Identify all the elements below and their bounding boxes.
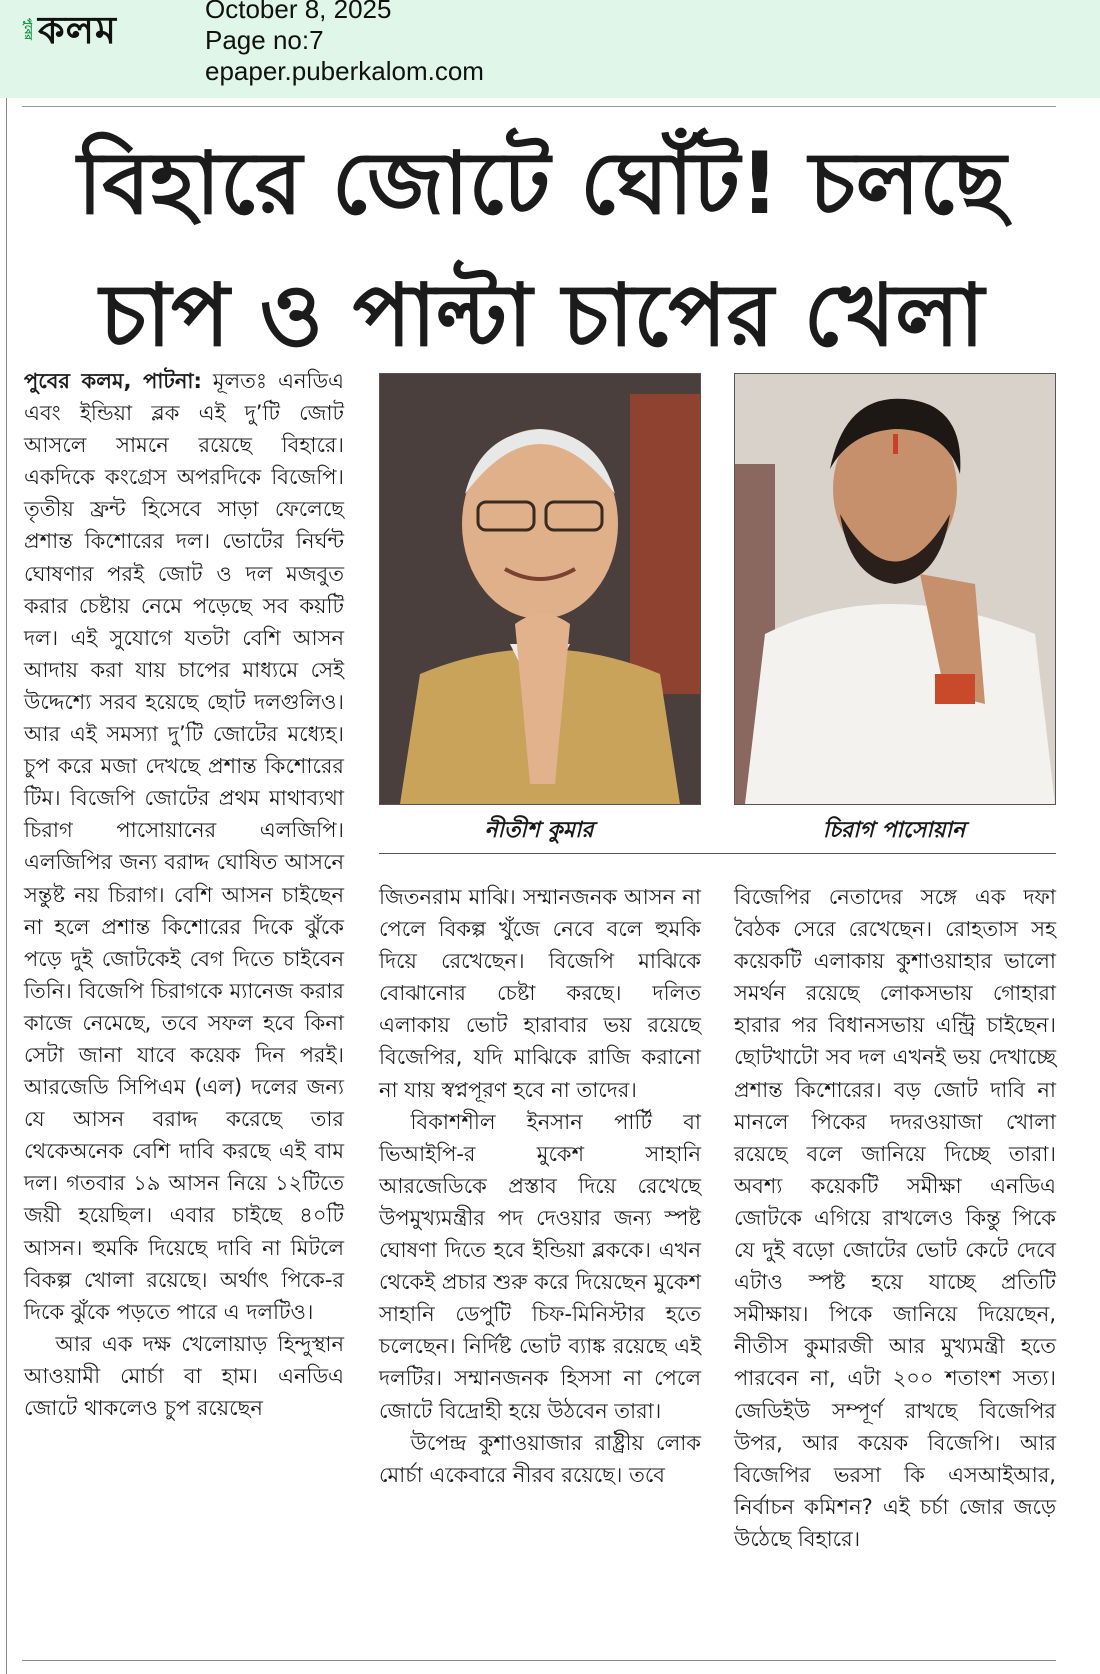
article-headline <box>22 118 1062 382</box>
edition-date: October 8, 2025 <box>205 0 392 24</box>
photo-caption-2: চিরাগ পাসোয়ান <box>822 817 966 843</box>
article-paragraph: জিতনরাম মাঝি। সম্মানজনক আসন না পেলে বিকল্প খুঁজে নেবে বলে হুমকি দিয়ে রেখেছেন। বিজেপি মাঝিকে বোঝানোর চেষ্টা করছে। দলিত এলাকায় ভোট হারাবার ভয় রয়েছে বিজেপির, যদি মাঝিকে রাজি করানো না যায় স্বপ্নপূরণ হবে না তাদের। <box>379 885 701 1102</box>
site-url[interactable]: epaper.puberkalom.com <box>205 56 484 86</box>
logo-small-text: পুবের <box>22 18 33 40</box>
newspaper-logo <box>18 8 188 52</box>
photo-nitish-kumar <box>379 373 701 805</box>
article-column-3 <box>734 881 1056 1555</box>
article-paragraph: উপেন্দ্র কুশাওয়াজার রাষ্ট্রীয় লোক মোর্চা একেবারে নীরব রয়েছে। তবে <box>379 1430 701 1487</box>
article-paragraph: আর এক দক্ষ খেলোয়াড় হিন্দুস্থান আওয়ামী মোর্চা বা হাম। এনডিএ জোটে থাকলেও চুপ রয়েছেন <box>24 1331 344 1420</box>
left-border <box>6 98 7 1674</box>
headline-line-2: চাপ ও পাল্টা চাপের খেলা <box>99 266 985 366</box>
page-number: Page no:7 <box>205 25 324 55</box>
article-paragraph: বিজেপির নেতাদের সঙ্গে এক দফা বৈঠক সেরে রেখেছেন। রোহতাস সহ কয়েকটি এলাকায় কুশাওয়াহার ভালো সমর্থন রয়েছে লোকসভায় গোহারা হারার পর বিধানসভায় এন্ট্রি চাইছেন। ছোটখাটো সব দল এখনই ভয় দেখাচ্ছে প্রশান্ত কিশোরের। বড় জোট দাবি না মানলে পিকের দদরওয়াজা খোলা রয়েছে বলে জানিয়ে দিচ্ছে তারা। অবশ্য কয়েকটি সমীক্ষা এনডিএ জোটকে এগিয়ে রাখলেও কিন্তু পিকে যে দুই বড়ো জোটের ভোট কেটে দেবে এটাও স্পষ্ট হয়ে যাচ্ছে প্রতিটি সমীক্ষায়। পিকে জানিয়ে দিয়েছেন, নীতীস কুমারজী আর মুখ্যমন্ত্রী হতে পারবেন না, এটা ২০০ শতাংশ সত্য। জেডিইউ সম্পূর্ণ রাখছে বিজেপির উপর, আর কয়েক বিজেপি। আর বিজেপির ভরসা কি এসআইআর, নির্বাচন কমিশন? এই চর্চা জোর জড়ে উঠেছে বিহারে। <box>734 885 1056 1551</box>
paragraph-text: মূলতঃ এনডিএ এবং ইন্ডিয়া ব্লক এই দু’টি জোট আসলে সামনে রয়েছে বিহারে। একদিকে কংগ্রেস অপরদিকে বিজেপি। তৃতীয় ফ্রন্ট হিসেবে সাড়া ফেলেছে প্রশান্ত কিশোরের দল। ভোটের নির্ঘন্ট ঘোষণার পরই জোট ও দল মজবুত করার চেষ্টায় নেমে পড়েছে সব কয়টি দল। এই সুযোগে যতটা বেশি আসন আদায় করা যায় চাপের মাধ্যমে সেই উদ্দেশ্যে সরব হয়েছে ছোট দলগুলিও। আর এই সমস্যা দু’টি জোটের মধ্যেহ। চুপ করে মজা দেখছে প্রশান্ত কিশোরের টিম। বিজেপি জোটের প্রথম মাথাব্যথা চিরাগ পাসোয়ানের এলজিপি। এলজিপির জন্য বরাদ্দ ঘোষিত আসনে সন্তুষ্ট নয় চিরাগ। বেশি আসন চাইছেন না হলে প্রশান্ত কিশোরের দিকে ঝুঁকে পড়ে দুই জোটকেই বেগ দিতে চাইবেন তিনি। বিজেপি চিরাগকে ম্যানেজ করার কাজে নেমেছে, তবে সফল হবে কিনা সেটা জানা যাবে কয়েক দিন পরই। আরজেডি সিপিএম (এল) দলের জন্য যে আসন বরাদ্দ করেছে তার থেকেঅনেক বেশি দাবি করছে এই বাম দল। গতবার ১৯ আসন নিয়ে ১২টিতে জয়ী হয়েছিল। এবার চাইছে ৪০টি আসন। হুমকি দিয়েছে দাবি না মিটলে বিকল্প খোলা রয়েছে। অর্থাৎ পিকে-র দিকে ঝুঁকে পড়তে পারে এ দলটিও। <box>24 369 344 1324</box>
article-paragraph: বিকাশশীল ইনসান পার্টি বা ভিআইপি-র মুকেশ সাহানি আরজেডিকে প্রস্তাব দিয়ে রেখেছে উপমুখ্যমন্ত্রীর পদ দেওয়ার জন্য স্পষ্ট ঘোষণা দিতে হবে ইন্ডিয়া ব্লককে। এখন থেকেই প্রচার শুরু করে দিয়েছেন মুকেশ সাহানি ডেপুটি চিফ-মিনিস্টার হতে চলেছেন। নির্দিষ্ট ভোট ব্যাঙ্ক রয়েছে এই দলটির। সম্মানজনক হিসসা না পেলে জোটে বিদ্রোহী হয়ে উঠবেন তারা। <box>379 1109 701 1423</box>
portrait-illustration <box>380 374 700 804</box>
headline-line-1: বিহারে জোটে ঘোঁট! চলছে <box>77 134 1007 234</box>
photo-caption-1: নীতীশ কুমার <box>484 817 594 843</box>
caption-rule <box>379 853 1056 854</box>
portrait-illustration <box>735 374 1055 804</box>
byline: পুবের কলম, পাটনা: <box>24 369 202 393</box>
article-paragraph <box>24 365 344 1328</box>
masthead-bar <box>0 0 1100 98</box>
article-column-2 <box>379 881 701 1491</box>
photo-chirag-paswan <box>734 373 1056 805</box>
top-rule <box>22 106 1056 107</box>
edition-meta <box>205 0 484 87</box>
article-column-1 <box>24 365 344 1424</box>
bottom-rule <box>22 1660 1056 1661</box>
logo-main-text: কলম <box>38 7 118 52</box>
